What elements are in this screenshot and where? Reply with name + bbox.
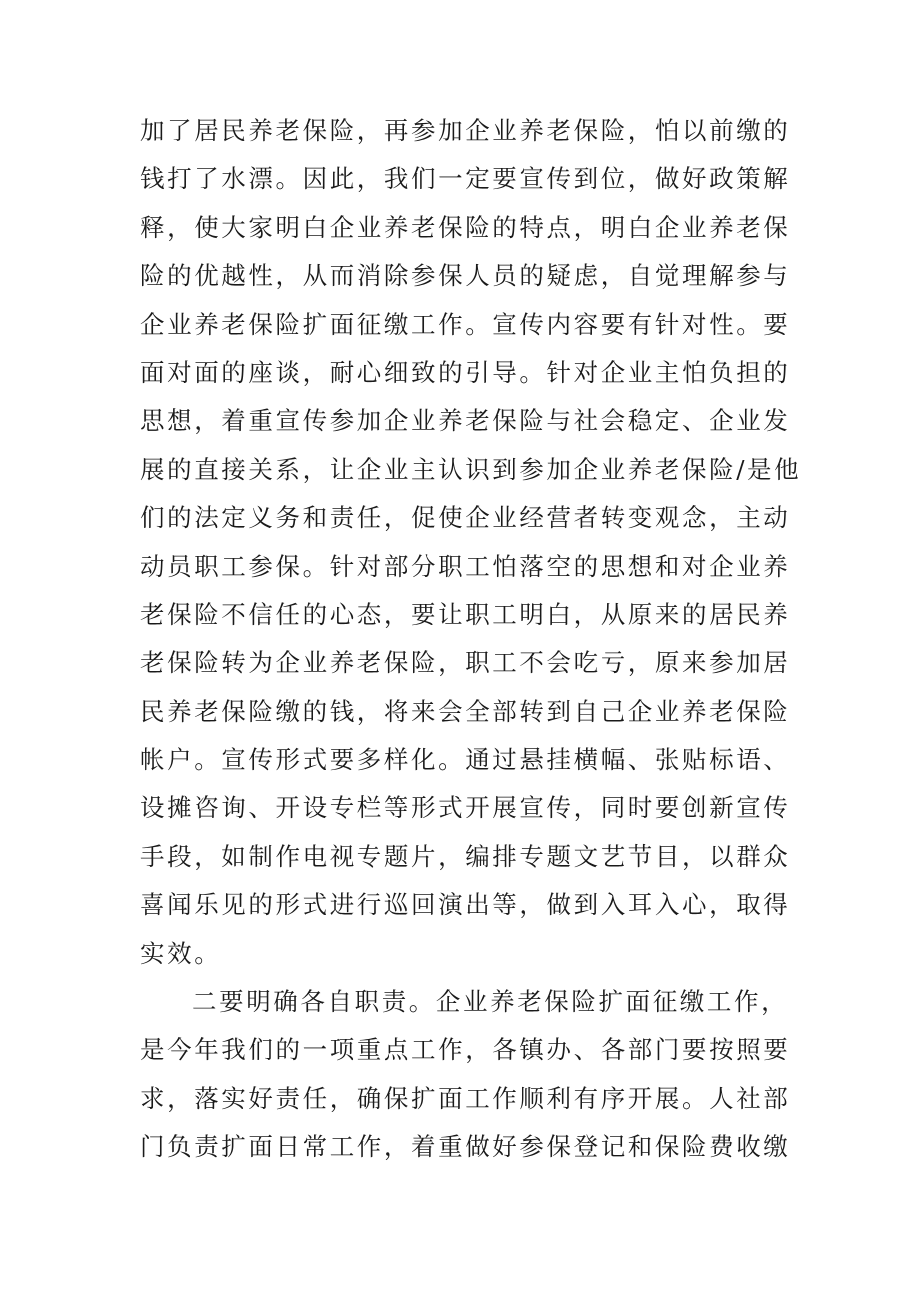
text-line: 喜闻乐见的形式进行巡回演出等，做到入耳入心，取得: [140, 890, 791, 920]
text-line: 设摊咨询、开设专栏等形式开展宣传，同时要创新宣传: [140, 793, 791, 823]
text-line: 加了居民养老保险，再参加企业养老保险，怕以前缴的: [140, 116, 791, 145]
text-line: 面对面的座谈，耐心细致的引导。针对企业主怕负担的: [140, 357, 791, 387]
text-line: 展的直接关系，让企业主认识到参加企业养老保险/是他: [140, 454, 802, 484]
paragraph-responsibilities: [140, 978, 790, 1172]
text-line: 民养老保险缴的钱，将来会全部转到自己企业养老保险: [140, 696, 791, 726]
text-line: 二要明确各自职责。企业养老保险扩面征缴工作，: [192, 987, 789, 1017]
text-line: 求，落实好责任，确保扩面工作顺利有序开展。人社部: [140, 1083, 791, 1113]
text-line: 老保险转为企业养老保险，职工不会吃亏，原来参加居: [140, 648, 791, 678]
text-line: 释，使大家明白企业养老保险的特点，明白企业养老保: [140, 212, 791, 242]
paragraph-continuation: [140, 107, 802, 978]
text-line: 老保险不信任的心态，要让职工明白，从原来的居民养: [140, 599, 791, 629]
text-line: 企业养老保险扩面征缴工作。宣传内容要有针对性。要: [140, 309, 791, 339]
text-line: 思想，着重宣传参加企业养老保险与社会稳定、企业发: [140, 406, 791, 436]
text-line: 实效。: [140, 938, 222, 968]
document-body: [140, 107, 802, 1172]
text-line: 动员职工参保。针对部分职工怕落空的思想和对企业养: [140, 551, 791, 581]
text-line: 是今年我们的一项重点工作，各镇办、各部门要按照要: [140, 1035, 791, 1065]
text-line: 钱打了水漂。因此，我们一定要宣传到位，做好政策解: [140, 164, 791, 194]
text-line: 险的优越性，从而消除参保人员的疑虑，自觉理解参与: [140, 261, 791, 291]
text-line: 手段，如制作电视专题片，编排专题文艺节目，以群众: [140, 841, 791, 871]
text-line: 帐户。宣传形式要多样化。通过悬挂横幅、张贴标语、: [140, 745, 791, 775]
text-line: 门负责扩面日常工作，着重做好参保登记和保险费收缴: [140, 1132, 791, 1162]
text-line: 们的法定义务和责任，促使企业经营者转变观念，主动: [140, 503, 791, 533]
